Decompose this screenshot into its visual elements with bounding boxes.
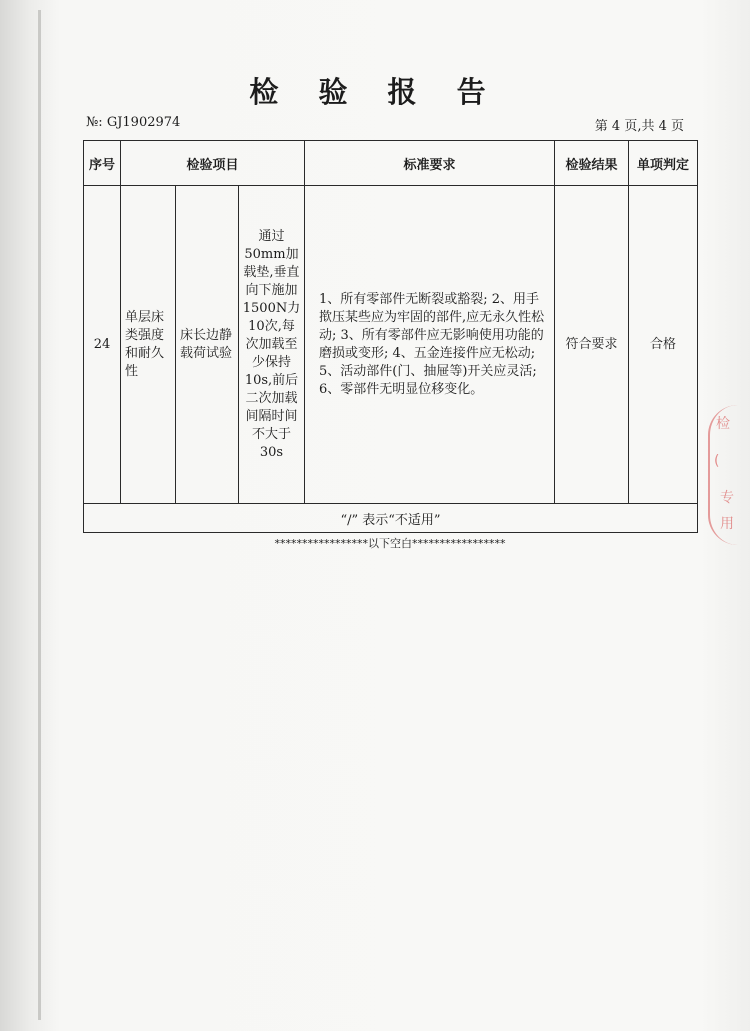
page-indicator: 第 4 页,共 4 页 <box>594 119 684 134</box>
table-row <box>84 186 698 504</box>
row-seq: 24 <box>84 186 121 504</box>
page-title: 检 验 报 告 <box>249 75 501 109</box>
table-note: “/” 表示“不适用” <box>84 504 698 533</box>
row-result: 符合要求 <box>555 186 629 504</box>
row-test-name: 床长边静载荷试验 <box>176 186 239 504</box>
header-standard: 标准要求 <box>305 141 555 186</box>
blank-below-marker: *****************以下空白***************** <box>274 537 506 550</box>
row-requirement: 1、所有零部件无断裂或豁裂; 2、用手揿压某些应为牢固的部件,应无永久性松动; 3、所有零部件应无影响使用功能的磨损或变形; 4、五金连接件应无松动; 5、活动部件(门、抽屉等)开关应灵活; 6、零部件无明显位移变化。 <box>305 186 555 504</box>
table-note-row <box>84 504 698 533</box>
header-result: 检验结果 <box>555 141 629 186</box>
row-category: 单层床类强度和耐久性 <box>121 186 176 504</box>
binding-edge <box>38 10 41 1020</box>
inspection-table <box>83 140 698 533</box>
header-item: 检验项目 <box>121 141 305 186</box>
report-number: №: GJ1902974 <box>86 115 181 130</box>
table-header-row <box>84 141 698 186</box>
row-method: 通过50mm加载垫,垂直向下施加1500N力10次,每次加载至少保持10s,前后二次加载间隔时间不大于30s <box>239 186 305 504</box>
header-seq: 序号 <box>84 141 121 186</box>
row-judgment: 合格 <box>629 186 698 504</box>
header-judgment: 单项判定 <box>629 141 698 186</box>
seal-stamp: 检 ( 专 用 <box>708 405 750 545</box>
